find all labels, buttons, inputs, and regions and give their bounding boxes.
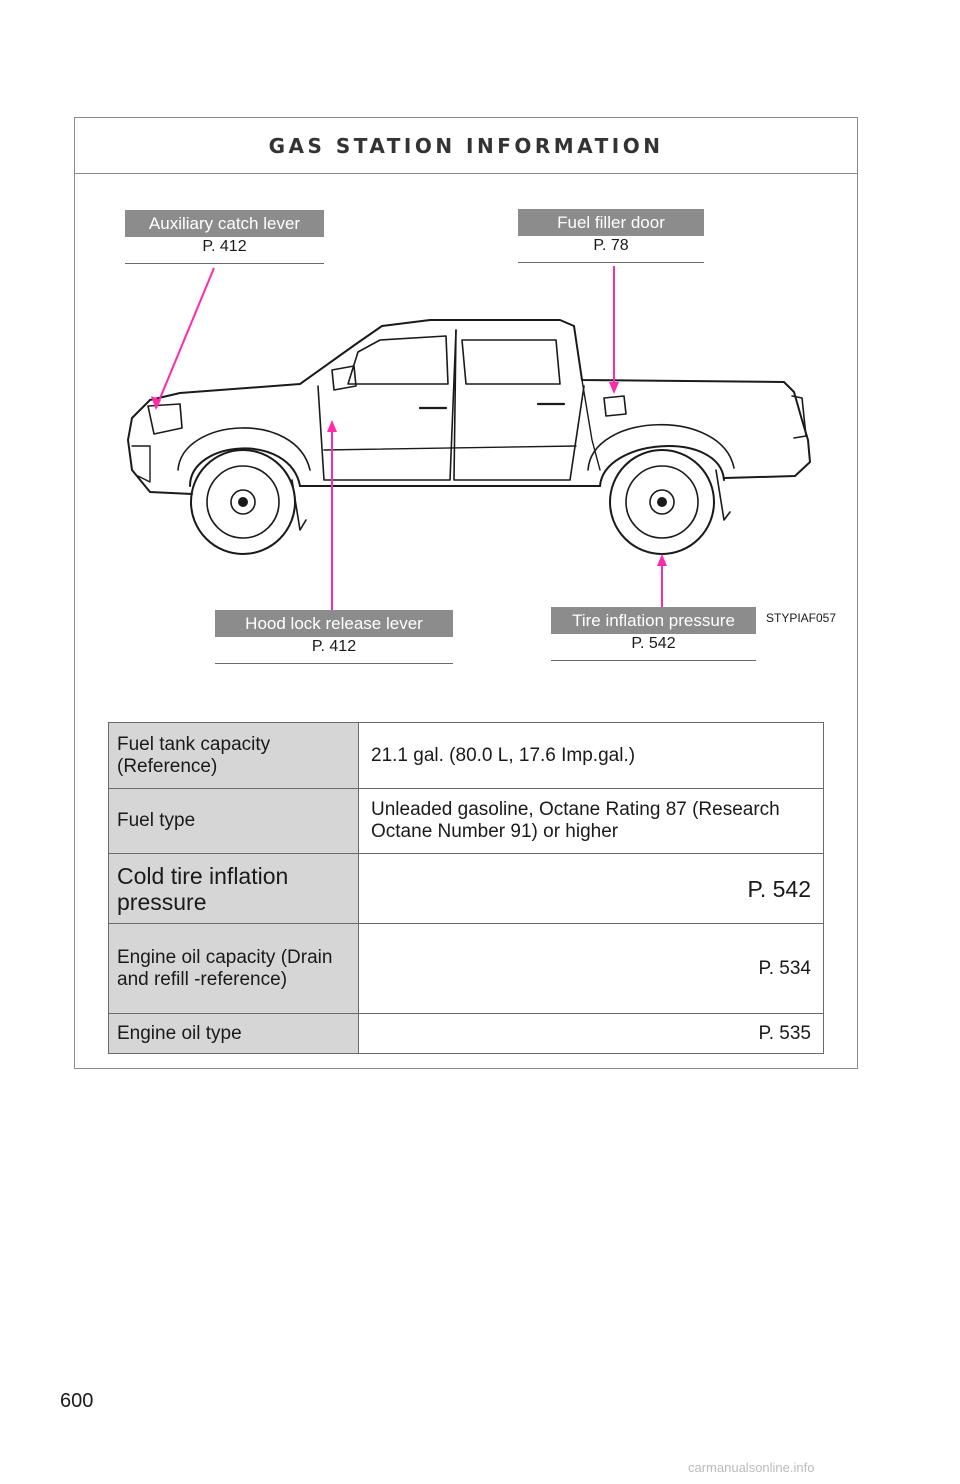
callout-hood-lock-release-lever (215, 610, 453, 664)
page-number: 600 (60, 1390, 94, 1412)
callout-page-ref: P. 78 (518, 236, 704, 263)
callout-page-ref: P. 412 (215, 637, 453, 664)
callout-label: Fuel filler door (518, 209, 704, 236)
callout-page-ref: P. 412 (125, 237, 324, 264)
callout-label: Tire inflation pressure (551, 607, 756, 634)
callout-fuel-filler-door (518, 209, 704, 263)
spec-label: Engine oil type (109, 1014, 359, 1054)
spec-value: P. 542 (359, 854, 824, 924)
illustration-code: STYPIAF057 (766, 611, 837, 625)
spec-label: Fuel type (109, 789, 359, 854)
specs-table (108, 722, 824, 1054)
table-row (109, 924, 824, 1014)
callout-page-ref: P. 542 (551, 634, 756, 661)
spec-label: Fuel tank capacity (Reference) (109, 723, 359, 789)
panel-title: GAS STATION INFORMATION (268, 133, 664, 158)
callout-tire-inflation-pressure (551, 607, 756, 661)
spec-value: P. 534 (359, 924, 824, 1014)
callout-label: Auxiliary catch lever (125, 210, 324, 237)
callout-label: Hood lock release lever (215, 610, 453, 637)
table-row (109, 1014, 824, 1054)
table-row (109, 789, 824, 854)
watermark: carmanualsonline.info (688, 1460, 815, 1475)
spec-value: 21.1 gal. (80.0 L, 17.6 Imp.gal.) (359, 723, 824, 789)
spec-value: P. 535 (359, 1014, 824, 1054)
table-row (109, 723, 824, 789)
callout-auxiliary-catch-lever (125, 210, 324, 264)
spec-label: Engine oil capacity (Drain and refill -reference) (109, 924, 359, 1014)
spec-value: Unleaded gasoline, Octane Rating 87 (Research Octane Number 91) or higher (359, 789, 824, 854)
table-row (109, 854, 824, 924)
spec-label: Cold tire inflation pressure (109, 854, 359, 924)
